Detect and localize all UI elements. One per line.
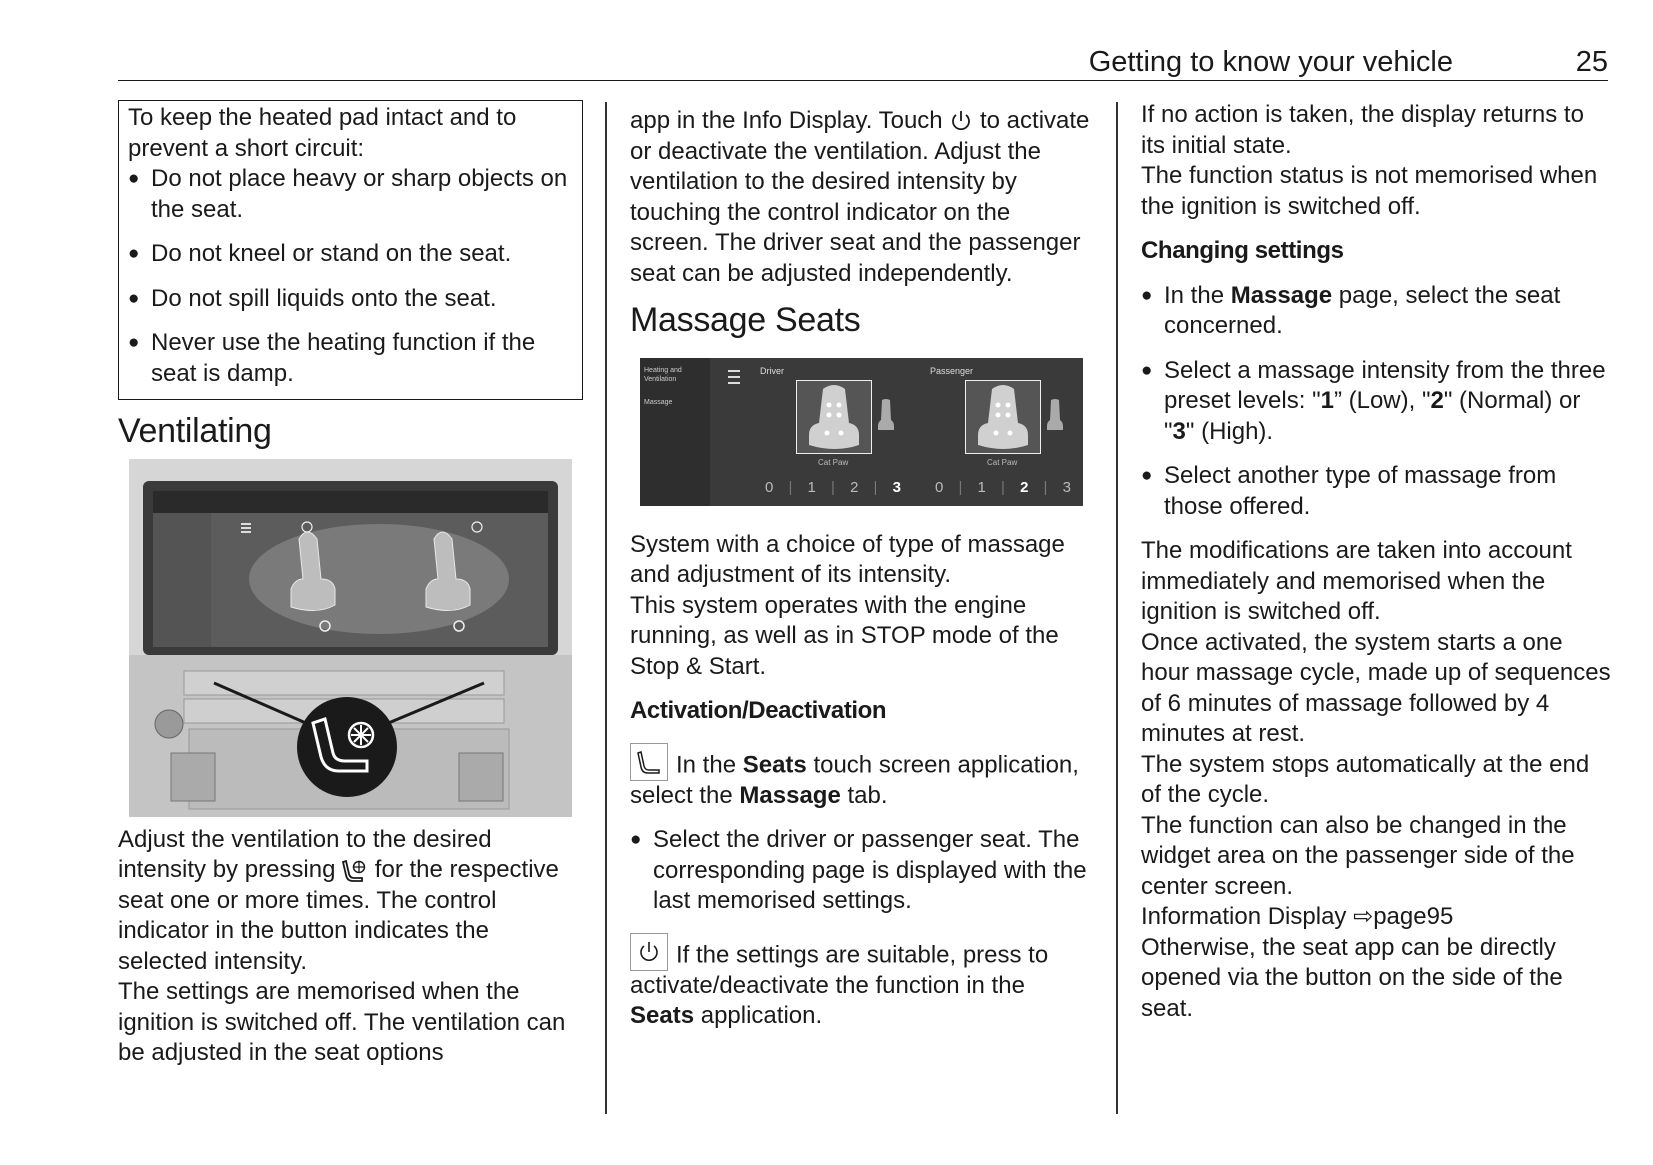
text-run: touch screen application, select the — [630, 751, 1079, 809]
notice-item: ● Do not place heavy or sharp objects on the seat. — [128, 164, 574, 225]
driver-level-selector[interactable] — [765, 478, 901, 498]
col3-paragraph-8: Otherwise, the seat app can be directly opened via the button on the side of the seat. — [1141, 933, 1563, 1022]
col3-paragraph-7 — [1141, 902, 1611, 933]
text-run: app in the Info Display. Touch — [630, 107, 943, 134]
link-text: page95 — [1373, 903, 1454, 930]
level-separator: | — [788, 478, 793, 496]
power-button-icon — [630, 933, 668, 971]
notice-item: ● Do not spill liquids onto the seat. — [128, 284, 574, 315]
text-run: Adjust the ventilation to the desired intensity by pressing — [118, 825, 492, 883]
ventilation-paragraph-2: The settings are memorised when the ignition is switched off. The ventilation can be adjusted in the seat options — [118, 978, 566, 1066]
passenger-seat-icon — [966, 381, 1040, 453]
column-3 — [1141, 100, 1611, 1024]
activation-step-2 — [630, 933, 1095, 1032]
level-separator: | — [1043, 478, 1048, 496]
text-run: page, select the seat concerned. — [1164, 281, 1561, 339]
col3-paragraph-1: If no action is taken, the display returns to its initial state. — [1141, 101, 1584, 159]
power-icon — [949, 109, 973, 135]
page-header — [118, 44, 1608, 81]
level-option[interactable]: 0 — [765, 478, 774, 496]
activation-list — [630, 825, 1095, 917]
side-seat-icon — [1047, 398, 1063, 432]
text-run: for the respective seat one or more times. The control indicator in the button indicates the selected intensity. — [118, 856, 559, 975]
ventilation-illustration — [129, 459, 572, 817]
text-run-bold: 3 — [1172, 417, 1186, 445]
passenger-seat-button[interactable] — [965, 380, 1041, 454]
notice-list — [128, 164, 574, 389]
col3-paragraph-6: The function can also be changed in the widget area on the passenger side of the center screen. — [1141, 811, 1575, 900]
notice-intro: To keep the heated pad intact and to prevent a short circuit: — [128, 104, 517, 162]
list-item: ● Select the driver or passenger seat. The corresponding page is displayed with the last memorised settings. — [630, 825, 1095, 917]
page-reference-link[interactable] — [1353, 903, 1453, 930]
ventilation-figure — [129, 459, 572, 817]
driver-label: Driver — [760, 365, 784, 376]
side-seat-icon — [878, 398, 894, 432]
passenger-level-selector[interactable] — [935, 478, 1071, 498]
text-run: tab. — [847, 781, 888, 809]
level-option[interactable]: 1 — [807, 478, 816, 496]
header-title: Getting to know your vehicle — [1088, 46, 1453, 78]
massage-screen-figure — [640, 358, 1083, 506]
level-option[interactable]: 2 — [850, 478, 859, 496]
subheading-changing-settings: Changing settings — [1141, 237, 1344, 264]
level-option[interactable]: 3 — [1062, 478, 1071, 496]
menu-item-massage[interactable]: Massage — [644, 398, 673, 406]
text-run: to activate or deactivate the ventilation. Adjust the ventilation to the desired intensity by touching the control indicator on the screen. The driver seat and the passenger seat can be adjusted independently. — [630, 107, 1090, 287]
column-2 — [630, 100, 1095, 1032]
seat-app-icon — [630, 743, 668, 781]
text-run-bold: Seats — [630, 1002, 695, 1029]
text-run: Information Display — [1141, 903, 1347, 930]
level-separator: | — [831, 478, 835, 496]
text-run: application. — [700, 1002, 823, 1029]
column-1 — [118, 100, 583, 1069]
column-divider-2 — [1116, 102, 1118, 1114]
seat-ventilation-icon — [342, 858, 368, 884]
activation-step-1 — [630, 743, 1095, 812]
level-separator: | — [873, 478, 878, 496]
massage-paragraph-1: System with a choice of type of massage and adjustment of its intensity. — [630, 530, 1065, 588]
text-run: In the — [1164, 281, 1225, 309]
passenger-label: Passenger — [930, 365, 974, 376]
section-heading-ventilating: Ventilating — [118, 412, 272, 450]
list-item — [1141, 281, 1611, 342]
settings-list — [1141, 281, 1611, 523]
notice-item: ● Never use the heating function if the seat is damp. — [128, 328, 574, 389]
ventilation-paragraph-1 — [118, 825, 583, 978]
hamburger-icon[interactable] — [728, 370, 740, 384]
text-run: " (High). — [1185, 417, 1274, 445]
text-run: In the — [676, 751, 737, 778]
col3-paragraph-3: The modifications are taken into account immediately and memorised when the ignition is switched off. — [1141, 537, 1572, 625]
massage-menu-panel — [640, 358, 710, 506]
subheading-activation: Activation/Deactivation — [630, 697, 887, 724]
text-run-bold: 1 — [1320, 387, 1334, 414]
arrow-icon: ⇨ — [1353, 903, 1374, 930]
notice-box — [118, 100, 583, 400]
text-run: " (Normal) or " — [1164, 387, 1581, 445]
text-run-bold: Seats — [742, 751, 807, 778]
list-item: ● Select another type of massage from those offered. — [1141, 461, 1611, 522]
level-option[interactable]: 1 — [977, 478, 986, 496]
massage-paragraph-2: This system operates with the engine running, as well as in STOP mode of the Stop & Start. — [630, 591, 1059, 680]
menu-item-heating-ventilation[interactable]: Heating and Ventilation — [644, 366, 682, 383]
ventilation-paragraph-3 — [630, 106, 1095, 289]
level-option-selected[interactable]: 2 — [1020, 478, 1029, 496]
notice-item: ● Do not kneel or stand on the seat. — [128, 239, 574, 270]
text-run: ” (Low), " — [1333, 387, 1431, 414]
driver-mode-label: Cat Paw — [818, 457, 849, 467]
col3-paragraph-2: The function status is not memorised when the ignition is switched off. — [1141, 162, 1598, 220]
level-option-selected[interactable]: 3 — [892, 478, 901, 496]
text-run-bold: 2 — [1430, 387, 1444, 414]
text-run-bold: Massage — [739, 781, 841, 809]
col3-paragraph-5: The system stops automatically at the end of the cycle. — [1141, 750, 1590, 808]
column-divider-1 — [605, 102, 607, 1114]
level-option[interactable]: 0 — [935, 478, 944, 496]
driver-seat-icon — [797, 381, 871, 453]
section-heading-massage-seats: Massage Seats — [630, 301, 861, 339]
col3-paragraph-4: Once activated, the system starts a one hour massage cycle, made up of sequences of 6 minutes of massage followed by 4 minutes at rest. — [1141, 628, 1611, 747]
text-run: If the settings are suitable, press to activate/deactivate the function in the — [630, 941, 1049, 999]
page-number: 25 — [1575, 46, 1608, 78]
text-run-bold: Massage — [1230, 281, 1333, 309]
level-separator: | — [1001, 478, 1005, 496]
level-separator: | — [958, 478, 963, 496]
passenger-mode-label: Cat Paw — [987, 457, 1018, 467]
text-run: Select a massage intensity from the three preset levels: " — [1164, 356, 1606, 414]
list-item — [1141, 356, 1611, 448]
driver-seat-button[interactable] — [796, 380, 872, 454]
